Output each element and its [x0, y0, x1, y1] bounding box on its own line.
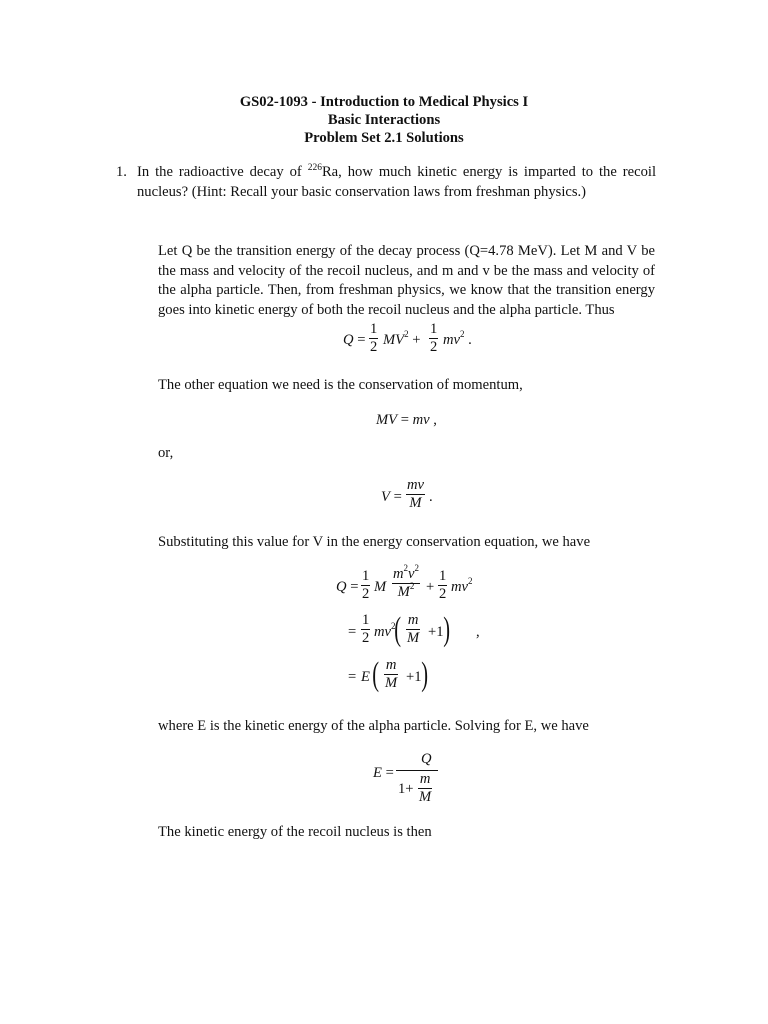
question-text: In the radioactive decay of $^{226}$Ra, how much kinetic energy is imparted to the recoil nucleus? (Hint: Recall your basic conservation laws from freshman physics.): [137, 163, 656, 200]
equation-alpha-energy: E = Q 1+ $\frac{m}{M}$: [373, 750, 453, 810]
paragraph-transition-energy: Let Q be the transition energy of the decay process (Q=4.78 MeV). Let M and V be the mass and velocity of the recoil nucleus, and m and v be the mass and velocity of the alpha particle. Then, from freshman physics, we know that the transition energy goes into kinetic energy of both the recoil nucleus and the alpha particle. Thus: [158, 243, 655, 318]
paragraph-momentum: The other equation we need is the conservation of momentum,: [158, 377, 523, 393]
course-title: GS02-1093 - Introduction to Medical Physics I: [239, 94, 529, 110]
topic-title: Basic Interactions: [327, 112, 441, 128]
problem-set-title: Problem Set 2.1 Solutions: [304, 130, 464, 146]
isotope-mass-number: 226: [307, 163, 322, 173]
document-header: [0, 93, 768, 147]
paragraph-recoil-energy: The kinetic energy of the recoil nucleus is then: [158, 824, 432, 840]
equation-substitution: Q = $\frac{1}{2}$ M $\frac{m^2v^2}{M^2}$ + $\frac{1}{2}$ $mv^2$ = $\frac{1}{2}$ $mv^2$ ( $\frac{m}{M}$ +1 ) , = E ( $\frac{m}{M}$ +1 ): [336, 563, 480, 693]
question-1: [116, 163, 656, 202]
question-number: 1.: [116, 164, 127, 180]
equation-momentum: MV = mv ,: [376, 412, 437, 428]
paragraph-or: or,: [158, 445, 174, 461]
paragraph-substituting: Substituting this value for V in the energy conservation equation, we have: [158, 534, 591, 550]
paragraph-alpha-energy: where E is the kinetic energy of the alpha particle. Solving for E, we have: [158, 718, 589, 734]
